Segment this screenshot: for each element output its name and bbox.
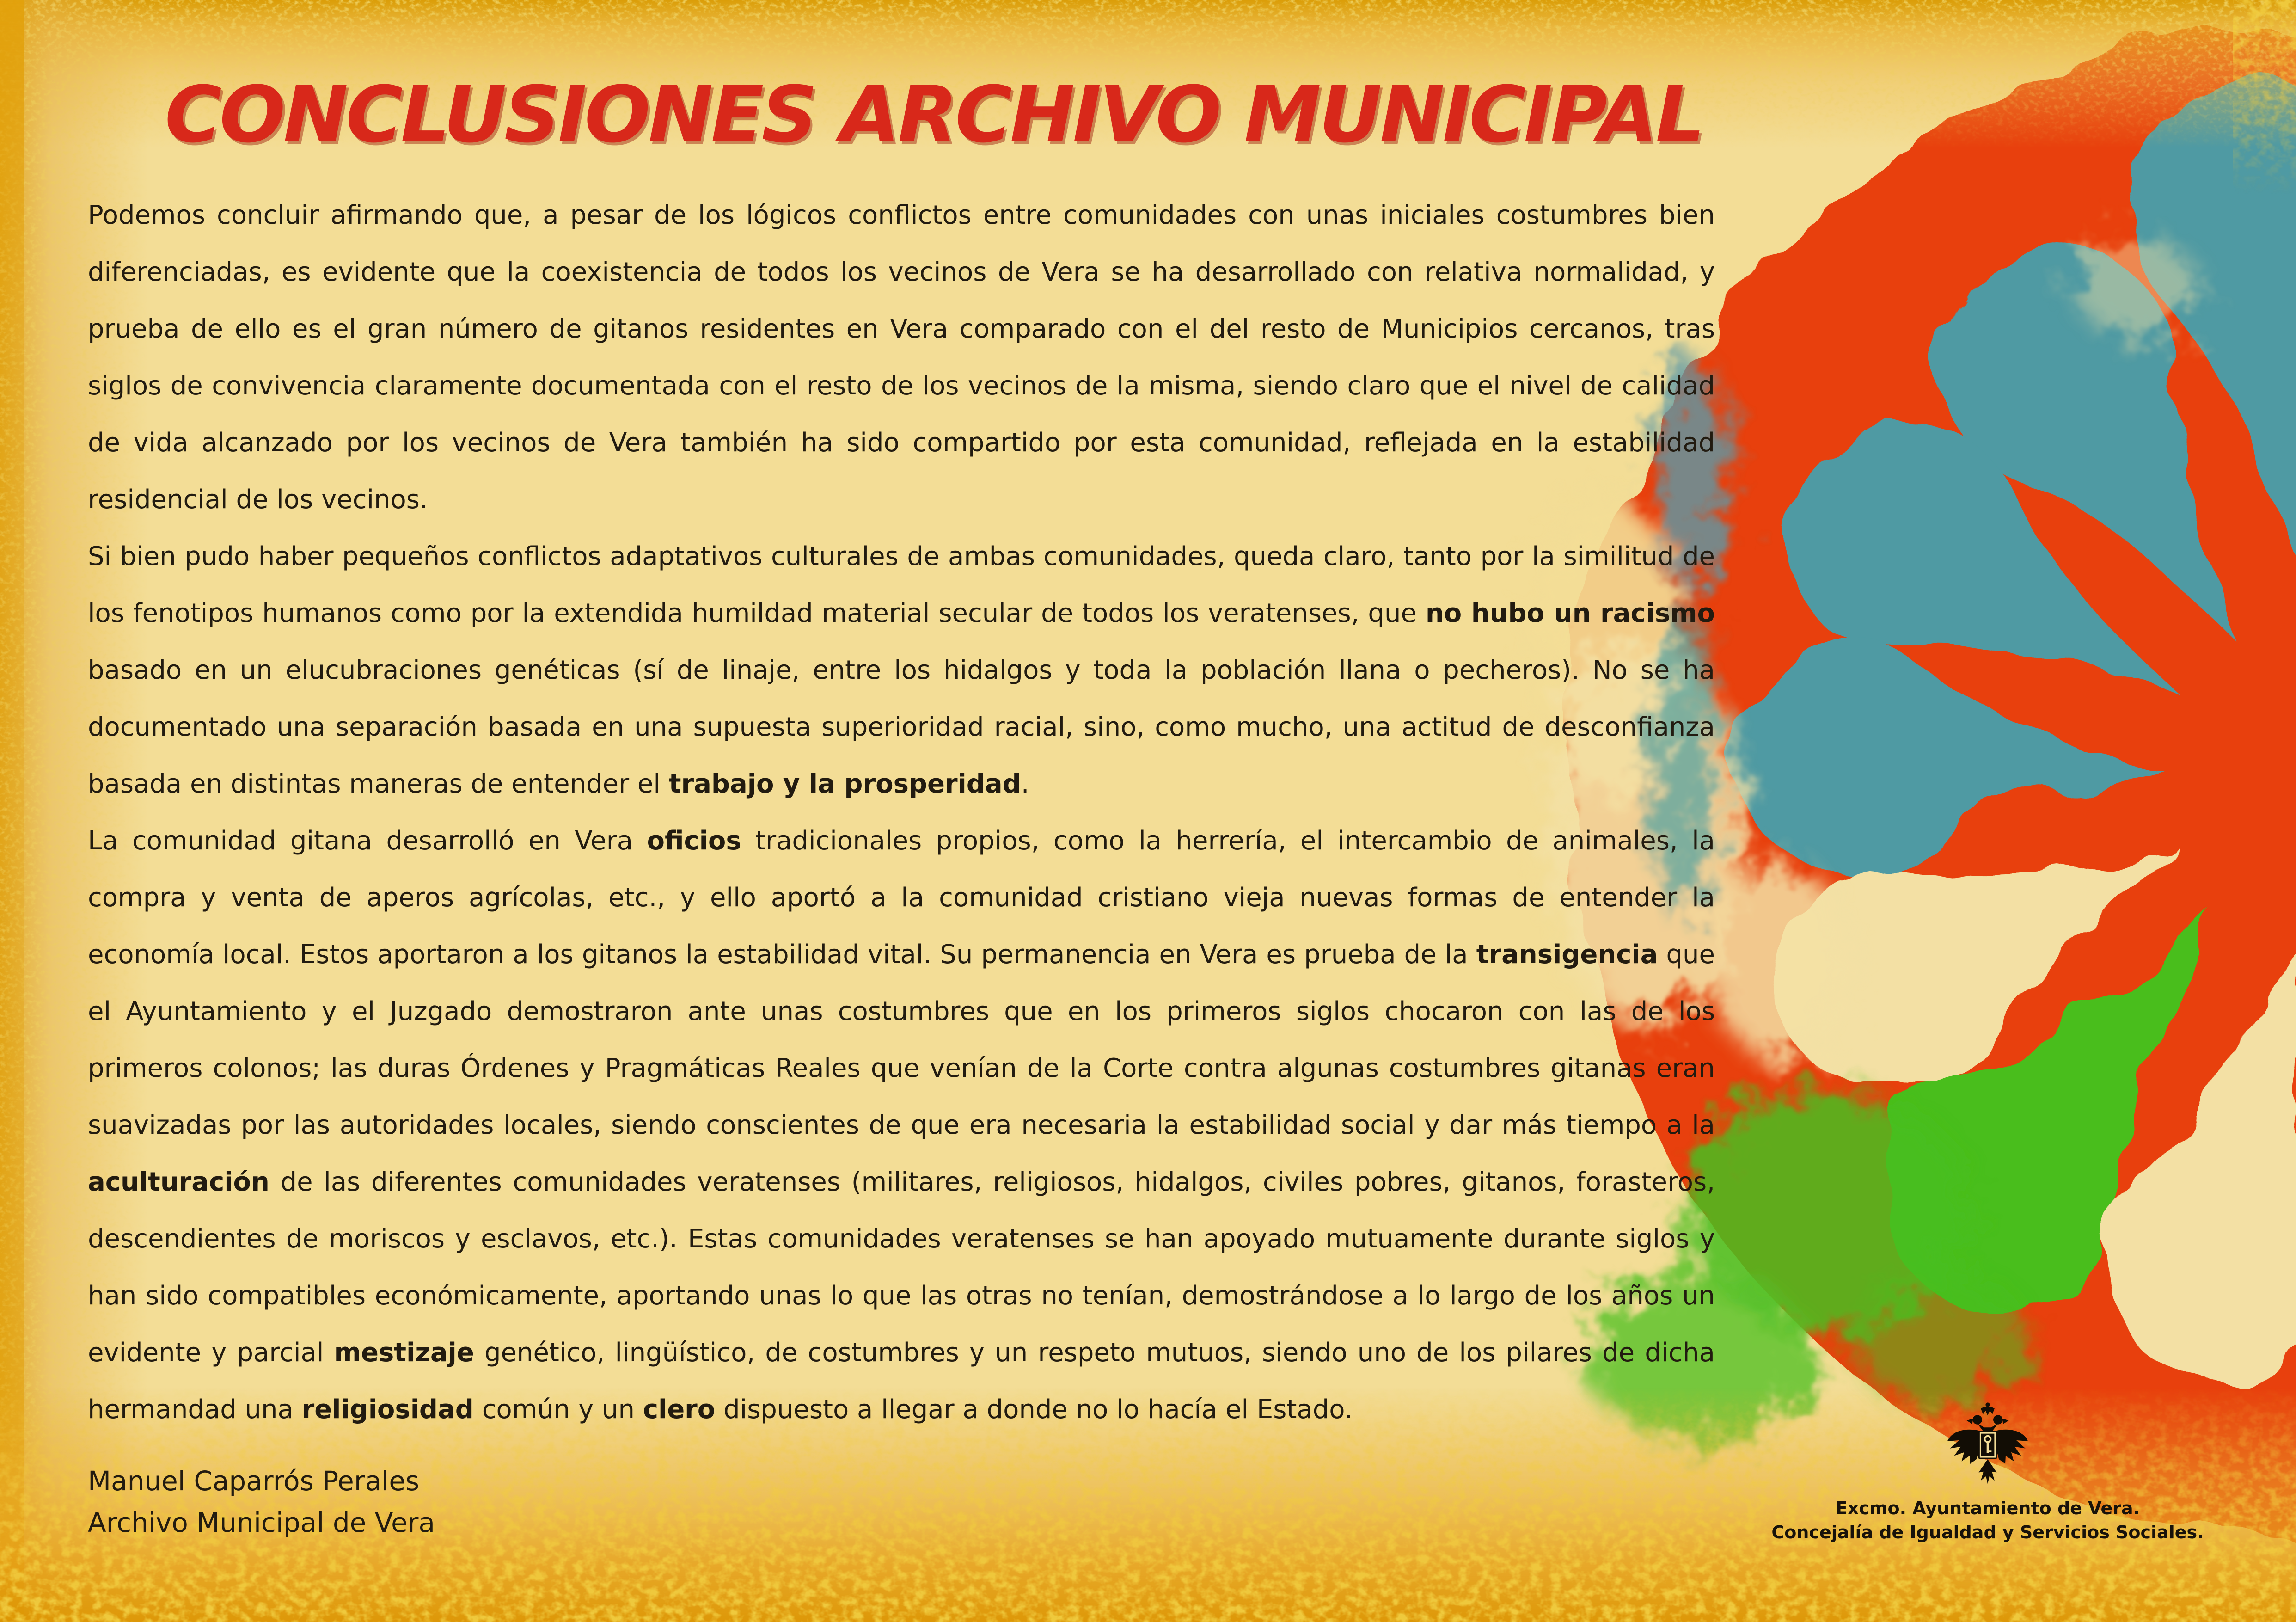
body-text-bold-run: aculturación — [88, 1167, 269, 1197]
body-text-bold-run: no hubo un racismo — [1425, 598, 1715, 628]
body-text-run: Podemos concluir afirmando que, a pesar de los lógicos conflictos entre comunidades con unas iniciales costumbres bien diferenciadas, es evidente que la coexistencia de todos los vecinos de Vera se ha desarrollado con relativa normalidad, y prueba de ello es el gran número de gitanos residentes en Vera comparado con el del resto de Municipios cercanos, tras siglos de convivencia claramente documentada con el resto de los vecinos de la misma, siendo claro que el nivel de calidad de vida alcanzado por los vecinos de Vera también ha sido compartido por esta comunidad, reflejada en la estabilidad residencial de los vecinos. — [88, 200, 1715, 515]
body-text-bold-run: religiosidad — [301, 1395, 474, 1425]
body-text-run: dispuesto a llegar a donde no lo hacía el Estado. — [715, 1395, 1353, 1425]
body-paragraph — [88, 187, 1715, 528]
signature-org: Archivo Municipal de Vera — [88, 1507, 435, 1538]
body-text-run: común y un — [473, 1395, 643, 1425]
body-text-run: La comunidad gitana desarrolló en Vera — [88, 826, 647, 856]
body-text-run: que el Ayuntamiento y el Juzgado demostraron ante unas costumbres que en los primeros siglos chocaron con las de los primeros colonos; las duras Órdenes y Pragmáticas Reales que venían de la Corte contra algunas costumbres gitanas eran suavizadas por las autoridades locales, siendo conscientes de que era necesaria la estabilidad social y dar más tiempo a la — [88, 940, 1715, 1140]
body-text-run: . — [1021, 769, 1029, 799]
body-paragraph — [88, 528, 1715, 812]
body-text-bold-run: oficios — [647, 826, 741, 856]
body-text-run: de las diferentes comunidades veratenses (militares, religiosos, hidalgos, civiles pobres, gitanos, forasteros, descendientes de moriscos y esclavos, etc.). Estas comunidades veratenses se han apoyado mutuamente durante siglos y han sido compatibles económicamente, aportando unas lo que las otras no tenían, demostrándose a lo largo de los años un evidente y parcial — [88, 1167, 1715, 1368]
body-text-bold-run: transigencia — [1476, 940, 1658, 970]
body-text-run: basado en un elucubraciones genéticas (sí de linaje, entre los hidalgos y toda la población llana o pecheros). No se ha documentado una separación basada en una supuesta superioridad racial, sino, como mucho, una actitud de desconfianza basada en distintas maneras de entender el — [88, 655, 1715, 799]
body-text-run: genético, lingüístico, de costumbres y un respeto mutuos, siendo uno de los pilares de dicha hermandad una — [88, 1338, 1715, 1425]
body-paragraph — [88, 812, 1715, 1438]
footer-block — [1738, 1399, 2237, 1544]
body-text-bold-run: mestizaje — [334, 1338, 474, 1368]
body-text-bold-run: clero — [643, 1395, 716, 1425]
signature-block — [88, 1460, 435, 1543]
double-headed-eagle-crest-icon — [1935, 1399, 2041, 1493]
page-title: CONCLUSIONES ARCHIVO MUNICIPAL — [165, 69, 1703, 160]
body-text-run: Si bien pudo haber pequeños conflictos adaptativos culturales de ambas comunidades, queda claro, tanto por la similitud de los fenotipos humanos como por la extendida humildad material secular de todos los veratenses, que — [88, 541, 1715, 628]
signature-name: Manuel Caparrós Perales — [88, 1465, 420, 1497]
body-text-bold-run: trabajo y la prosperidad — [668, 769, 1021, 799]
body-text-run: tradicionales propios, como la herrería, el intercambio de animales, la compra y venta de aperos agrícolas, etc., y ello aportó a la comunidad cristiano vieja nuevas formas de entender la economía local. Estos aportaron a los gitanos la estabilidad vital. Su permanencia en Vera es prueba de la — [88, 826, 1715, 970]
footer-org-line2: Concejalía de Igualdad y Servicios Sociales. — [1771, 1522, 2204, 1542]
footer-org-line1: Excmo. Ayuntamiento de Vera. — [1835, 1498, 2140, 1518]
body-text — [88, 187, 1715, 1438]
